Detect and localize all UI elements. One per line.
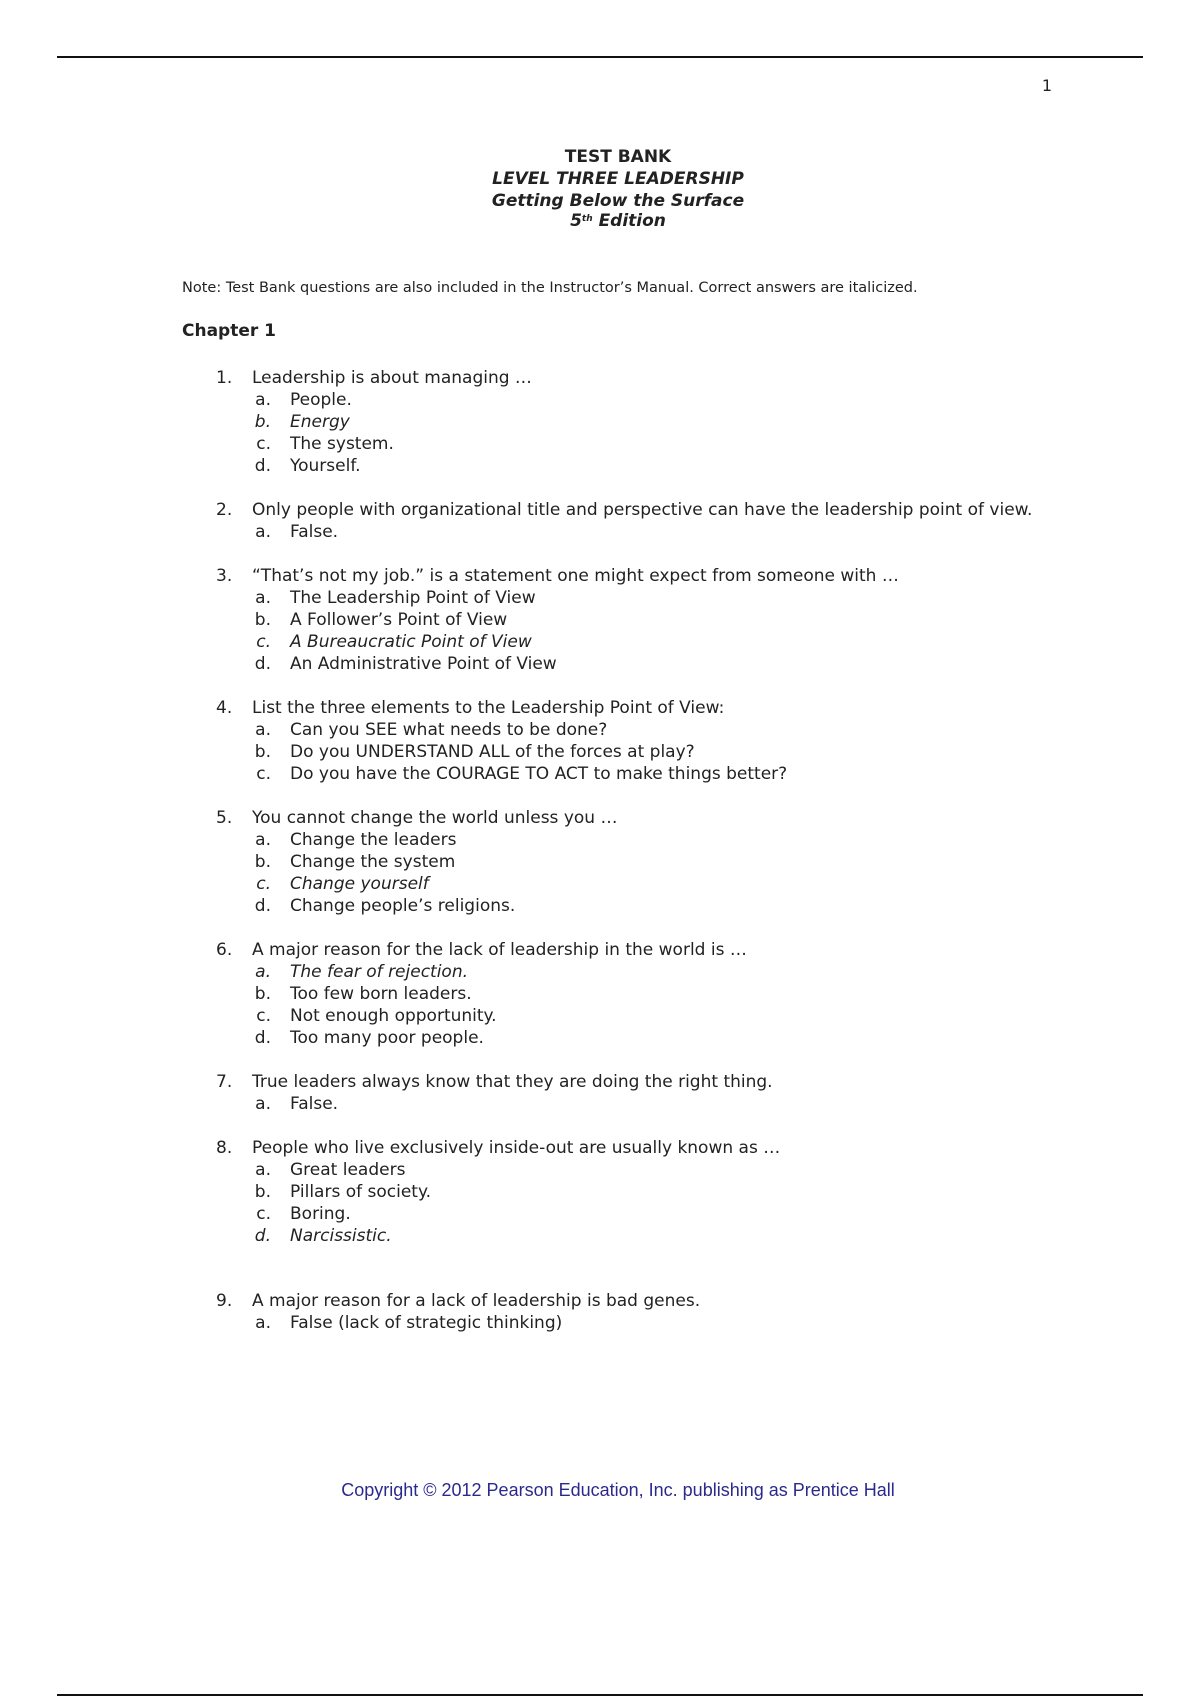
question-text: “That’s not my job.” is a statement one might expect from someone with … [252, 566, 899, 586]
title-line-1: TEST BANK [564, 147, 672, 167]
option-correct: b. Energy [254, 412, 350, 432]
question-number: 9. [216, 1291, 233, 1311]
question-9 [0, 1290, 1200, 1334]
question-text: You cannot change the world unless you … [252, 808, 618, 828]
question-text: A major reason for the lack of leadership in the world is … [252, 940, 747, 960]
question-7 [0, 1071, 1200, 1115]
option: a. False. [255, 522, 339, 542]
option: a. Great leaders [255, 1160, 406, 1180]
question-text: People who live exclusively inside-out are usually known as … [252, 1138, 781, 1158]
option: a. Can you SEE what needs to be done? [255, 720, 608, 740]
option: c. Do you have the COURAGE TO ACT to make things better? [256, 764, 788, 784]
question-5 [0, 807, 1200, 917]
question-3 [0, 565, 1200, 675]
title-line-2: LEVEL THREE LEADERSHIP [492, 169, 744, 189]
option: c. Boring. [256, 1204, 351, 1224]
question-number: 3. [216, 566, 233, 586]
option: a. Change the leaders [255, 830, 457, 850]
option: a. People. [255, 390, 352, 410]
question-number: 4. [216, 698, 233, 718]
option: b. Change the system [254, 852, 456, 872]
question-number: 7. [216, 1072, 233, 1092]
question-8 [0, 1137, 1200, 1247]
question-number: 8. [216, 1138, 233, 1158]
chapter-heading: Chapter 1 [182, 321, 277, 341]
question-text: True leaders always know that they are doing the right thing. [252, 1072, 773, 1092]
option: a. The Leadership Point of View [255, 588, 536, 608]
option: c. Not enough opportunity. [256, 1006, 497, 1026]
question-number: 6. [216, 940, 233, 960]
top-rule [57, 56, 1143, 58]
question-text: List the three elements to the Leadership Point of View: [252, 698, 725, 718]
option: b. Do you UNDERSTAND ALL of the forces at play? [254, 742, 695, 762]
option: d. An Administrative Point of View [254, 654, 557, 674]
title-edition: 5th Edition [570, 211, 666, 231]
question-number: 1. [216, 368, 233, 388]
question-text: A major reason for a lack of leadership is bad genes. [252, 1291, 701, 1311]
question-6 [0, 939, 1200, 1049]
question-text: Leadership is about managing … [252, 368, 532, 388]
question-2 [0, 499, 1200, 543]
option: d. Too many poor people. [254, 1028, 484, 1048]
option-correct: c. A Bureaucratic Point of View [256, 632, 532, 652]
question-number: 5. [216, 808, 233, 828]
option: d. Change people’s religions. [254, 896, 516, 916]
option: a. False. [255, 1094, 339, 1114]
option: a. False (lack of strategic thinking) [255, 1313, 563, 1333]
option: d. Yourself. [254, 456, 361, 476]
title-block [0, 146, 1200, 231]
question-list [0, 367, 1200, 1356]
question-text: Only people with organizational title and perspective can have the leadership point of view. [252, 500, 1033, 520]
page-number: 1 [1041, 76, 1052, 95]
title-line-3: Getting Below the Surface [491, 191, 745, 211]
option: b. Too few born leaders. [254, 984, 472, 1004]
option: c. The system. [256, 434, 394, 454]
option: b. A Follower’s Point of View [254, 610, 508, 630]
option-correct: a. The fear of rejection. [255, 962, 469, 982]
question-number: 2. [216, 500, 233, 520]
question-4 [0, 697, 1200, 785]
bottom-rule [57, 1694, 1143, 1696]
option-correct: c. Change yourself [256, 874, 429, 894]
copyright-footer: Copyright © 2012 Pearson Education, Inc. publishing as Prentice Hall [341, 1480, 895, 1500]
note-text: Note: Test Bank questions are also included in the Instructor’s Manual. Correct answers are italicized. [182, 280, 918, 296]
question-1 [0, 367, 1200, 477]
option: b. Pillars of society. [254, 1182, 431, 1202]
option-correct: d. Narcissistic. [254, 1226, 392, 1246]
